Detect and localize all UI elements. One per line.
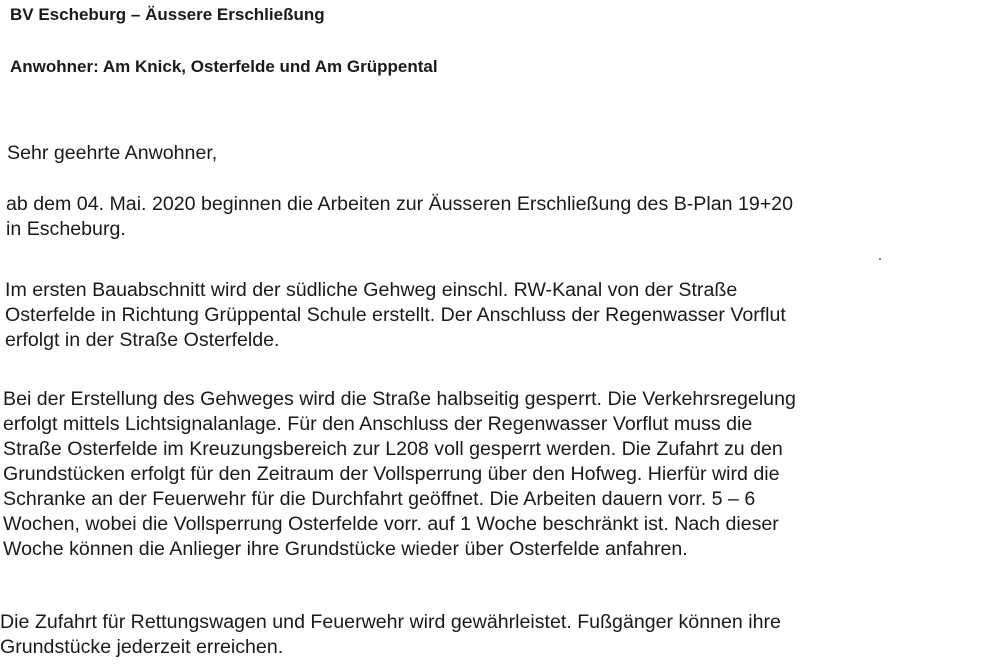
- paragraph-start-date: ab dem 04. Mai. 2020 beginnen die Arbeiten zur Äusseren Erschließung des B-Plan 19+20 in Escheburg.: [6, 193, 793, 240]
- scan-speck: [879, 258, 881, 260]
- paragraph-first-phase: Im ersten Bauabschnitt wird der südliche Gehweg einschl. RW-Kanal von der Straße Osterfelde in Richtung Grüppental Schule erstellt. Der Anschluss der Regenwasser Vorflut erfolgt in der Straße Osterfelde.: [5, 279, 786, 351]
- salutation: Sehr geehrte Anwohner,: [7, 142, 218, 164]
- document-title: BV Escheburg – Äussere Erschließung: [10, 5, 325, 24]
- residents-heading: Anwohner: Am Knick, Osterfelde und Am Grüppental: [10, 57, 438, 76]
- paragraph-emergency-access: Die Zufahrt für Rettungswagen und Feuerwehr wird gewährleistet. Fußgänger können ihre Grundstücke jederzeit erreichen.: [0, 611, 781, 658]
- paragraph-road-closure: Bei der Erstellung des Gehweges wird die Straße halbseitig gesperrt. Die Verkehrsregelung erfolgt mittels Lichtsignalanlage. Für den Anschluss der Regenwasser Vorflut muss die Straße Osterfelde im Kreuzungsbereich zur L208 voll gesperrt werden. Die Zufahrt zu den Grundstücken erfolgt für den Zeitraum der Vollsperrung über den Hofweg. Hierfür wird die Schranke an der Feuerwehr für die Durchfahrt geöffnet. Die Arbeiten dauern vorr. 5 – 6 Wochen, wobei die Vollsperrung Osterfelde vorr. auf 1 Woche beschränkt ist. Nach dieser Woche können die Anlieger ihre Grundstücke wieder über Osterfelde anfahren.: [3, 388, 796, 560]
